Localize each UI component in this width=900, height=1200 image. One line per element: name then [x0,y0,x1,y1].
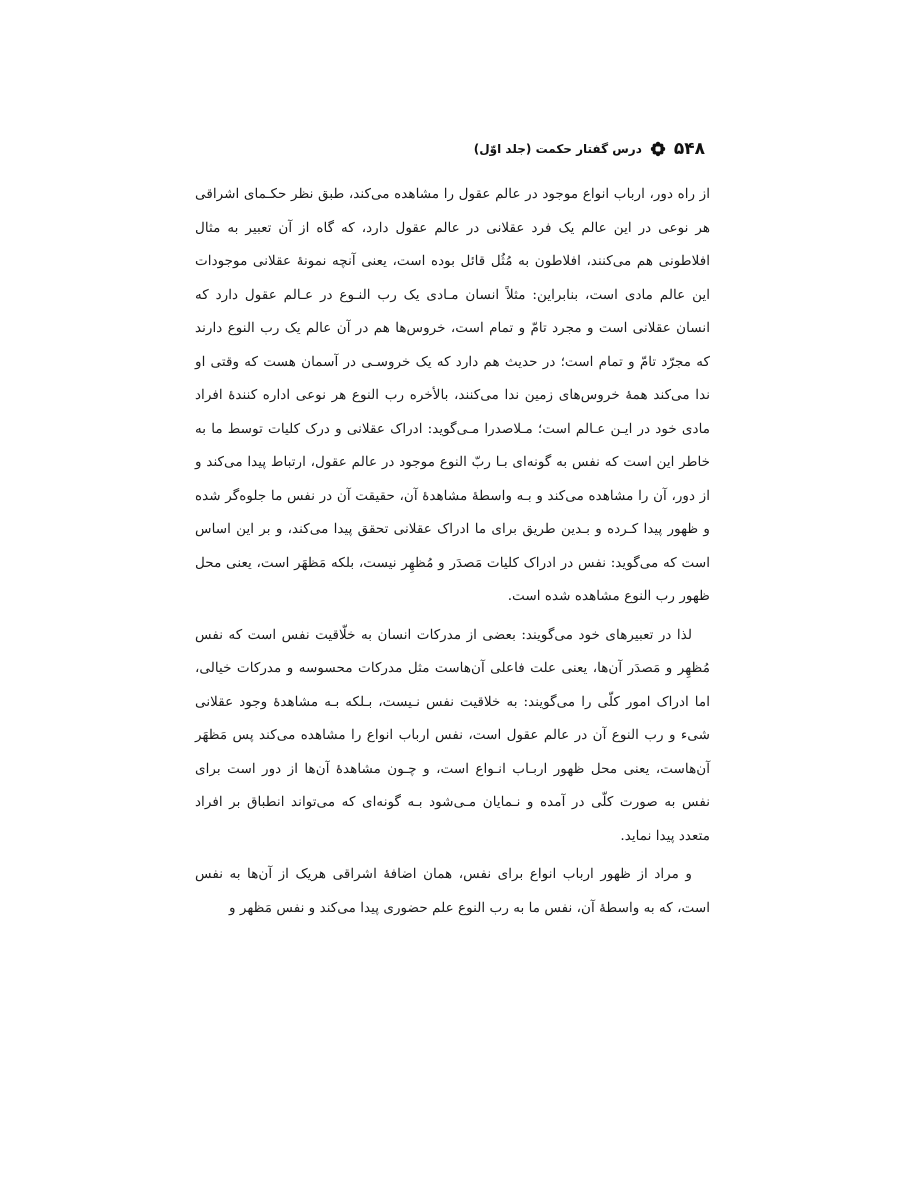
paragraph-3: و مراد از ظهور ارباب انواع برای نفس، همان اضافهٔ اشراقی هریک از آن‌ها به نفس است، که به واسطهٔ آن، نفس ما به رب النوع علم حضوری پیدا می‌کند و نفس مَظهر و [195,866,710,916]
page-number: ۵۴۸ [673,139,705,159]
paragraph-1: از راه دور، ارباب انواع موجود در عالم عقول را مشاهده می‌کند، طبق نظر حکـمای اشراقی هر نوعی در این عالم یک فرد عقلانی در عالم عقول دارد، که گاه از آن تعبیر به مثال افلاطونی هم می‌کنند، افلاطون به مُثُل قائل بوده است، یعنی آنچه نمونهٔ عقلانی موجودات این عالم مادی است، بنابراین: مثلاً انسان مـادی یک رب النـوع در عـالم عقول دارد که انسان عقلانی است و مجرد تامّ و تمام است، خروس‌ها هم در آن عالم یک رب النوع دارند که مجرّد تامّ و تمام است؛ در حدیث هم دارد که یک خروسـی در آسمان هست که وقتی او ندا می‌کند همهٔ خروس‌های زمین ندا می‌کنند، بالأخره رب النوع هر نوعی اداره کنندهٔ افراد مادی خود در ایـن عـالم است؛ مـلاصدرا مـی‌گوید: ادراک عقلانی و درک کلیات توسط ما به خاطر این است که نفس به گونه‌ای بـا ربّ النوع موجود در عالم عقول، ارتباط پیدا می‌کند و از دور، آن را مشاهده می‌کند و بـه واسطهٔ مشاهدهٔ آن، حقیقت آن در نفس ما جلوه‌گر شده و ظهور پیدا کـرده و بـدین طریق برای ما ادراک عقلانی تحقق پیدا می‌کند، و بر این اساس است که می‌گوید: نفس در ادراک کلیات مَصدَر و مُظهِر نیست، بلکه مَظهَر است، یعنی محل ظهور رب النوع مشاهده شده است. [195,186,710,604]
running-title: درس گفتار حکمت (جلد اوّل) [473,142,642,156]
page-header [474,137,705,161]
body-text [195,178,710,925]
flower-icon [650,141,666,157]
paragraph-2: لذا در تعبیرهای خود می‌گویند: بعضی از مدرکات انسان به خلّاقیت نفس است که نفس مُظهِر و مَصدَر آن‌ها، یعنی علت فاعلی آن‌هاست مثل مدرکات محسوسه و مدرکات خیالی، اما ادراک امور کلّی را می‌گویند: به خلاقیت نفس نـیست، بـلکه بـه مشاهدهٔ وجود عقلانی شیء و رب النوع آن در عالم عقول است، نفس ارباب انواع را مشاهده می‌کند پس مَظهَر آن‌هاست، یعنی محل ظهور اربـاب انـواع است، و چـون مشاهدهٔ آن‌ها از دور است برای نفس به صورت کلّی در آمده و نـمایان مـی‌شود بـه گونه‌ای که می‌تواند انطباق بر افراد متعدد پیدا نماید. [195,626,710,844]
